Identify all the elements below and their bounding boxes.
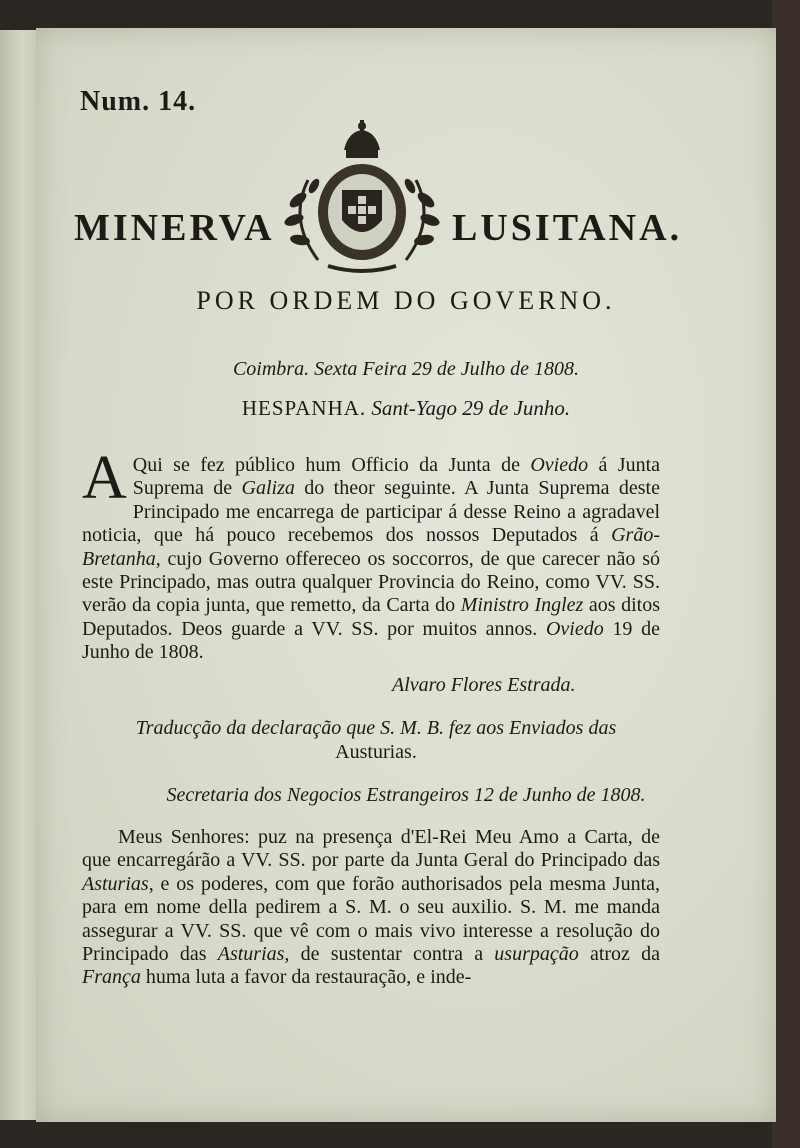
text-run: huma luta a favor da restauração, e inde- [140,966,472,989]
issue-number: Num. 14. [80,86,197,117]
text-run: atroz da [578,943,660,966]
text-run-italic: Oviedo [530,454,589,476]
drop-cap: A [82,444,127,512]
article-paragraph-1 [82,444,661,665]
text-run-italic: Grão-Bretanha [82,524,660,570]
text-run: Qui se fez público hum Officio da Junta de [132,454,531,476]
text-run-italic: Asturias [217,943,285,966]
text-run-italic: Ministro Inglez [460,594,584,617]
text-run: do theor seguinte. A Junta Suprema deste Principado me encarrega de participar á desse Reino a agradavel noticia, que há pouco recebemos dos nossos Deputados á [82,477,660,547]
text-run: , de sustentar contra a [284,943,495,966]
page-right-margin [772,0,800,1148]
text-run: 19 de Junho de 1808. [82,617,660,664]
translation-heading-roman: Austurias. [335,741,417,763]
text-run-italic: Asturias [82,872,149,895]
translation-heading [116,716,636,764]
text-run-italic: Galiza [241,477,295,500]
text-run: Meus Senhores: puz na presença d'El-Rei Meu Amo a Carta, de que encarregárão a VV. SS. por parte da Junta Geral do Principado das [82,826,660,872]
masthead-title-left: MINERVA [74,207,275,249]
text-run-italic: usurpação [494,943,579,966]
article-paragraph-2 [82,826,660,990]
secretaria-line: Secretaria dos Negocios Estrangeiros 12 de Junho de 1808. [166,784,646,806]
text-run: á Junta Suprema de [132,454,661,500]
dateline: Coimbra. Sexta Feira 29 de Julho de 1808. [232,358,580,380]
royal-coat-of-arms-icon [268,120,456,276]
binding-edge [0,30,38,1120]
text-run-italic: Oviedo [545,617,604,640]
text-run: aos ditos Deputados. Deos guarde a VV. SS. por muitos annos. [82,594,660,640]
signature: Alvaro Flores Estrada. [392,674,576,696]
text-run-italic: França [82,966,141,989]
section-place-date: Sant-Yago 29 de Junho. [371,396,571,420]
section-heading [36,396,776,421]
newspaper-page [36,28,776,1122]
text-run: , cujo Governo offereceo os soccorros, de que carecer não só este Principado, mas outra qualquer Provincia do Reino, como VV. SS. verão da copia junta, que remetto, da Carta do [82,547,660,617]
text-run: , e os poderes, com que forão authorisados pela mesma Junta, para em nome della pedirem a S. M. o seu auxilio. S. M. me manda assegurar a VV. SS. que vê com o mais vivo interesse a resolução do Principado das [82,872,660,966]
masthead-title-right: LUSITANA. [452,207,683,249]
masthead-subtitle: POR ORDEM DO GOVERNO. [196,286,616,315]
masthead [36,120,776,280]
section-country: HESPANHA. [241,396,367,420]
translation-heading-italic: Traducção da declaração que S. M. B. fez aos Enviados das [135,717,617,739]
